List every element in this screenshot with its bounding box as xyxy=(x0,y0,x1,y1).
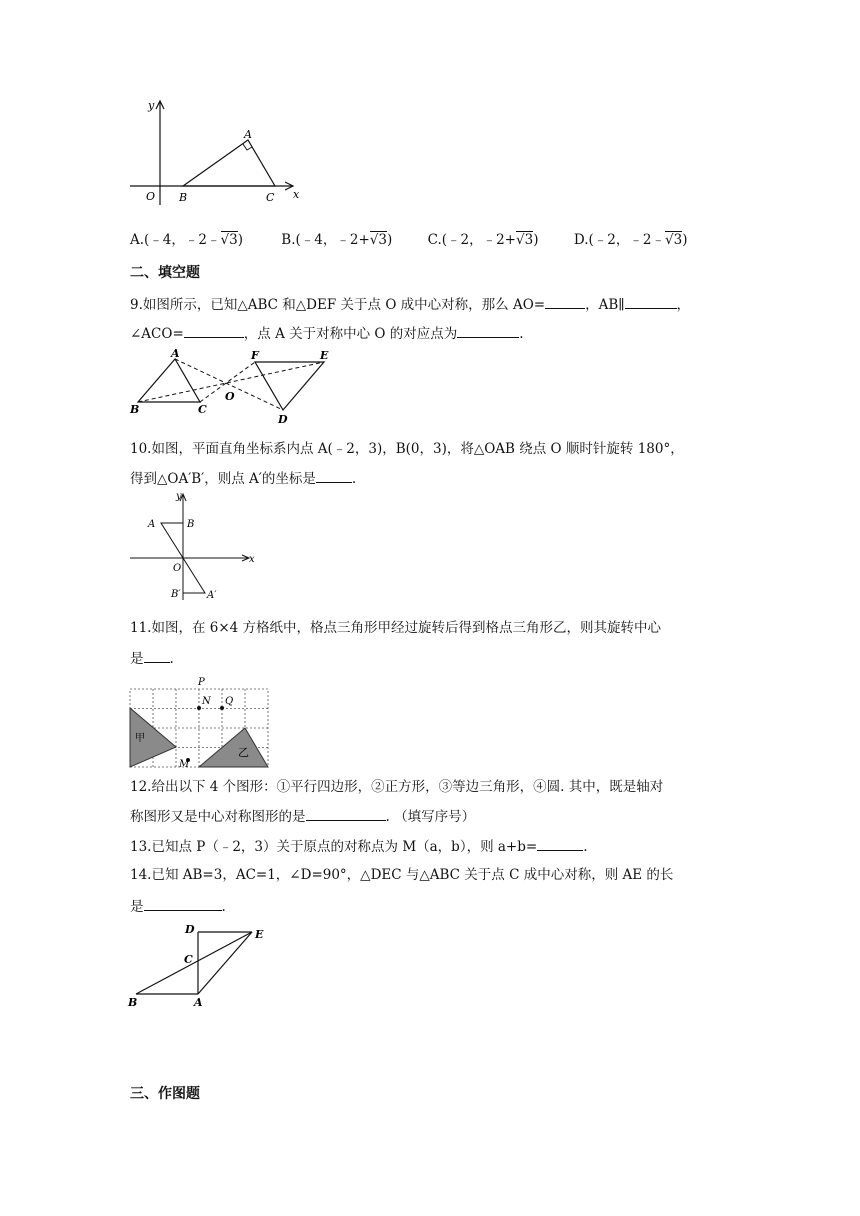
point-p-label: P xyxy=(198,677,205,688)
triangle-yi xyxy=(199,728,268,767)
q8-figure xyxy=(125,97,305,207)
point-b-label: B xyxy=(130,403,140,416)
q12-line1: 12.给出以下 4 个图形：①平行四边形，②正方形，③等边三角形，④圆. 其中，既是轴对 xyxy=(130,779,664,795)
q10-blank[interactable] xyxy=(316,468,352,483)
point-c-label: C xyxy=(266,191,275,204)
triangle-oa-prime-b-prime xyxy=(183,558,205,593)
q8-options xyxy=(130,231,687,249)
point-a-label: A xyxy=(244,128,252,141)
option-d[interactable]: D.(﹣2，﹣2﹣√3) xyxy=(573,232,688,248)
point-d-label: D xyxy=(278,413,288,426)
point-n-dot xyxy=(197,706,201,710)
origin-label: O xyxy=(173,563,182,574)
point-c-label: C xyxy=(198,403,207,416)
point-b-label: B xyxy=(128,996,138,1009)
q11-blank[interactable] xyxy=(144,648,170,663)
q14-line2: 是 . xyxy=(130,896,226,916)
point-a-prime-label: A′ xyxy=(207,590,217,601)
q10-line1: 10.如图，平面直角坐标系内点 A(﹣2，3)，B(0，3)，将△OAB 绕点 O 顺时针旋转 180°， xyxy=(130,441,684,457)
q10-line2: 得到△OA′B′，则点 A′的坐标是 . xyxy=(130,468,356,488)
axis-x-label: x xyxy=(293,188,300,201)
origin-label: O xyxy=(146,190,156,203)
point-b-prime-label: B′ xyxy=(171,589,181,600)
option-b[interactable]: B.(﹣4，﹣2+√3) xyxy=(281,232,393,248)
q9-blank-point[interactable] xyxy=(457,323,519,338)
point-a-label: A xyxy=(194,996,203,1009)
point-a-label: A xyxy=(148,519,156,530)
point-q-label: Q xyxy=(225,696,234,707)
q11-line2: 是 . xyxy=(130,648,174,668)
point-c-label: C xyxy=(184,953,193,966)
point-b-label: B xyxy=(187,519,195,530)
q14-line1: 14.已知 AB=3，AC=1，∠D=90°，△DEC 与△ABC 关于点 C 成中心对称，则 AE 的长 xyxy=(130,867,674,883)
option-a[interactable]: A.(﹣4，﹣2﹣√3) xyxy=(130,232,243,248)
point-n-label: N xyxy=(202,696,211,707)
q9-line2: ∠ACO= ，点 A 关于对称中心 O 的对应点为 . xyxy=(130,323,524,343)
point-b-label: B xyxy=(179,191,188,204)
q9-blank-angle[interactable] xyxy=(184,323,244,338)
q9-figure xyxy=(128,345,338,425)
q10-figure xyxy=(128,490,268,605)
q11-line1: 11.如图，在 6×4 方格纸中，格点三角形甲经过旋转后得到格点三角形乙，则其旋转中心 xyxy=(130,620,662,636)
option-c[interactable]: C.(﹣2，﹣2+√3) xyxy=(427,232,539,248)
point-o-label: O xyxy=(225,390,235,403)
q12-blank[interactable] xyxy=(306,806,386,821)
axis-x-label: x xyxy=(249,554,255,565)
q14-figure xyxy=(128,920,278,1010)
q9-blank-ab[interactable] xyxy=(625,294,677,309)
point-m-label: M xyxy=(179,759,190,770)
triangle-yi-label: 乙 xyxy=(238,746,249,759)
point-f-label: F xyxy=(251,349,259,362)
point-a-label: A xyxy=(171,347,180,360)
point-e-label: E xyxy=(255,928,264,941)
q9-blank-ao[interactable] xyxy=(545,294,585,309)
axis-y-label: y xyxy=(176,491,182,502)
q12-line2: 称图形又是中心对称图形的是 . （填写序号） xyxy=(130,806,475,826)
triangle-jia-label: 甲 xyxy=(135,733,145,744)
triangle-oab xyxy=(161,523,183,558)
point-d-label: D xyxy=(185,923,195,936)
q9-line1: 9.如图所示，已知△ABC 和△DEF 关于点 O 成中心对称，那么 AO= ，AB∥ ， xyxy=(130,294,690,314)
point-e-label: E xyxy=(320,349,329,362)
q14-blank[interactable] xyxy=(144,896,222,911)
q11-figure xyxy=(130,675,270,770)
q13-line: 13.已知点 P（﹣2，3）关于原点的对称点为 M（a，b），则 a+b= . xyxy=(130,836,587,856)
q13-blank[interactable] xyxy=(537,836,583,851)
triangle-abc xyxy=(183,140,275,186)
point-q-dot xyxy=(220,706,224,710)
section-heading-fill-blank: 二、填空题 xyxy=(130,265,200,281)
axis-y-label: y xyxy=(148,99,155,112)
section-heading-construction: 三、作图题 xyxy=(130,1086,200,1102)
